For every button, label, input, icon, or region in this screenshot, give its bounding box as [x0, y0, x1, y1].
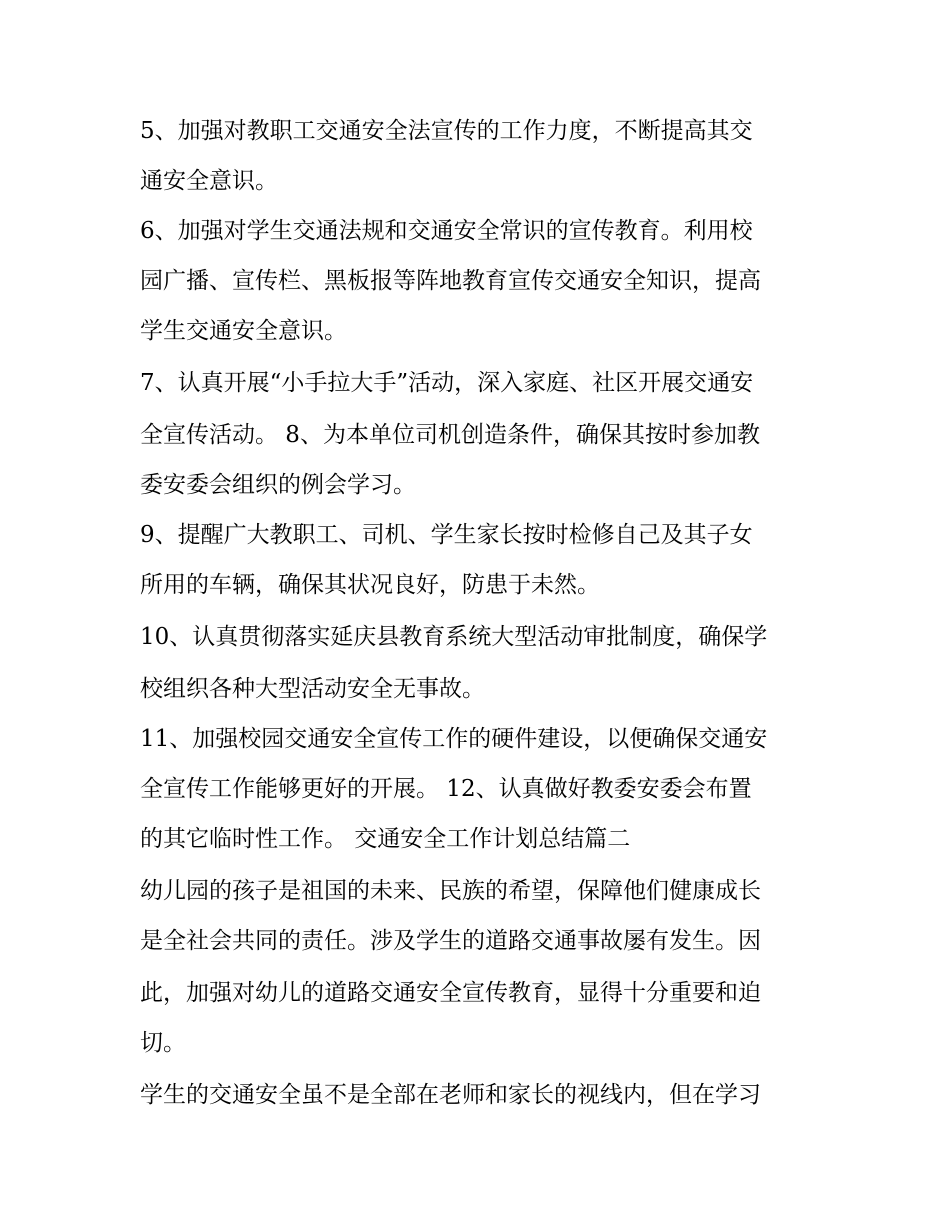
text-line: 此，加强对幼儿的道路交通安全宣传教育，显得十分重要和迫 [140, 980, 761, 1006]
text-line: 校组织各种大型活动安全无事故。 [140, 676, 485, 702]
text-line: 6、加强对学生交通法规和交通安全常识的宣传教育。利用校 [140, 218, 753, 244]
text-line: 11、加强校园交通安全宣传工作的硬件建设，以便确保交通安 [140, 726, 768, 752]
text-line: 委安委会组织的例会学习。 [140, 472, 416, 498]
text-line: 学生的交通安全虽不是全部在老师和家长的视线内，但在学习 [140, 1082, 761, 1108]
text-line: 是全社会共同的责任。涉及学生的道路交通事故屡有发生。因 [140, 928, 761, 954]
text-line: 切。 [140, 1030, 186, 1056]
text-line: 幼儿园的孩子是祖国的未来、民族的希望，保障他们健康成长 [140, 878, 761, 904]
text-line: 全宣传活动。 8、为本单位司机创造条件，确保其按时参加教 [140, 422, 760, 448]
text-line: 的其它临时性工作。 交通安全工作计划总结篇二 [140, 826, 631, 852]
text-line: 学生交通安全意识。 [140, 318, 347, 344]
text-line: 9、提醒广大教职工、司机、学生家长按时检修自己及其子女 [140, 522, 753, 548]
text-line: 全宣传工作能够更好的开展。 12、认真做好教委安委会布置 [140, 776, 752, 802]
text-line: 通安全意识。 [140, 168, 278, 194]
text-line: 10、认真贯彻落实延庆县教育系统大型活动审批制度，确保学 [140, 624, 768, 650]
text-line: 园广播、宣传栏、黑板报等阵地教育宣传交通安全知识，提高 [140, 268, 761, 294]
text-line: 所用的车辆，确保其状况良好，防患于未然。 [140, 572, 600, 598]
text-line: 5、加强对教职工交通安全法宣传的工作力度，不断提高其交 [140, 118, 753, 144]
text-line: 7、认真开展“小手拉大手”活动，深入家庭、社区开展交通安 [140, 370, 754, 396]
